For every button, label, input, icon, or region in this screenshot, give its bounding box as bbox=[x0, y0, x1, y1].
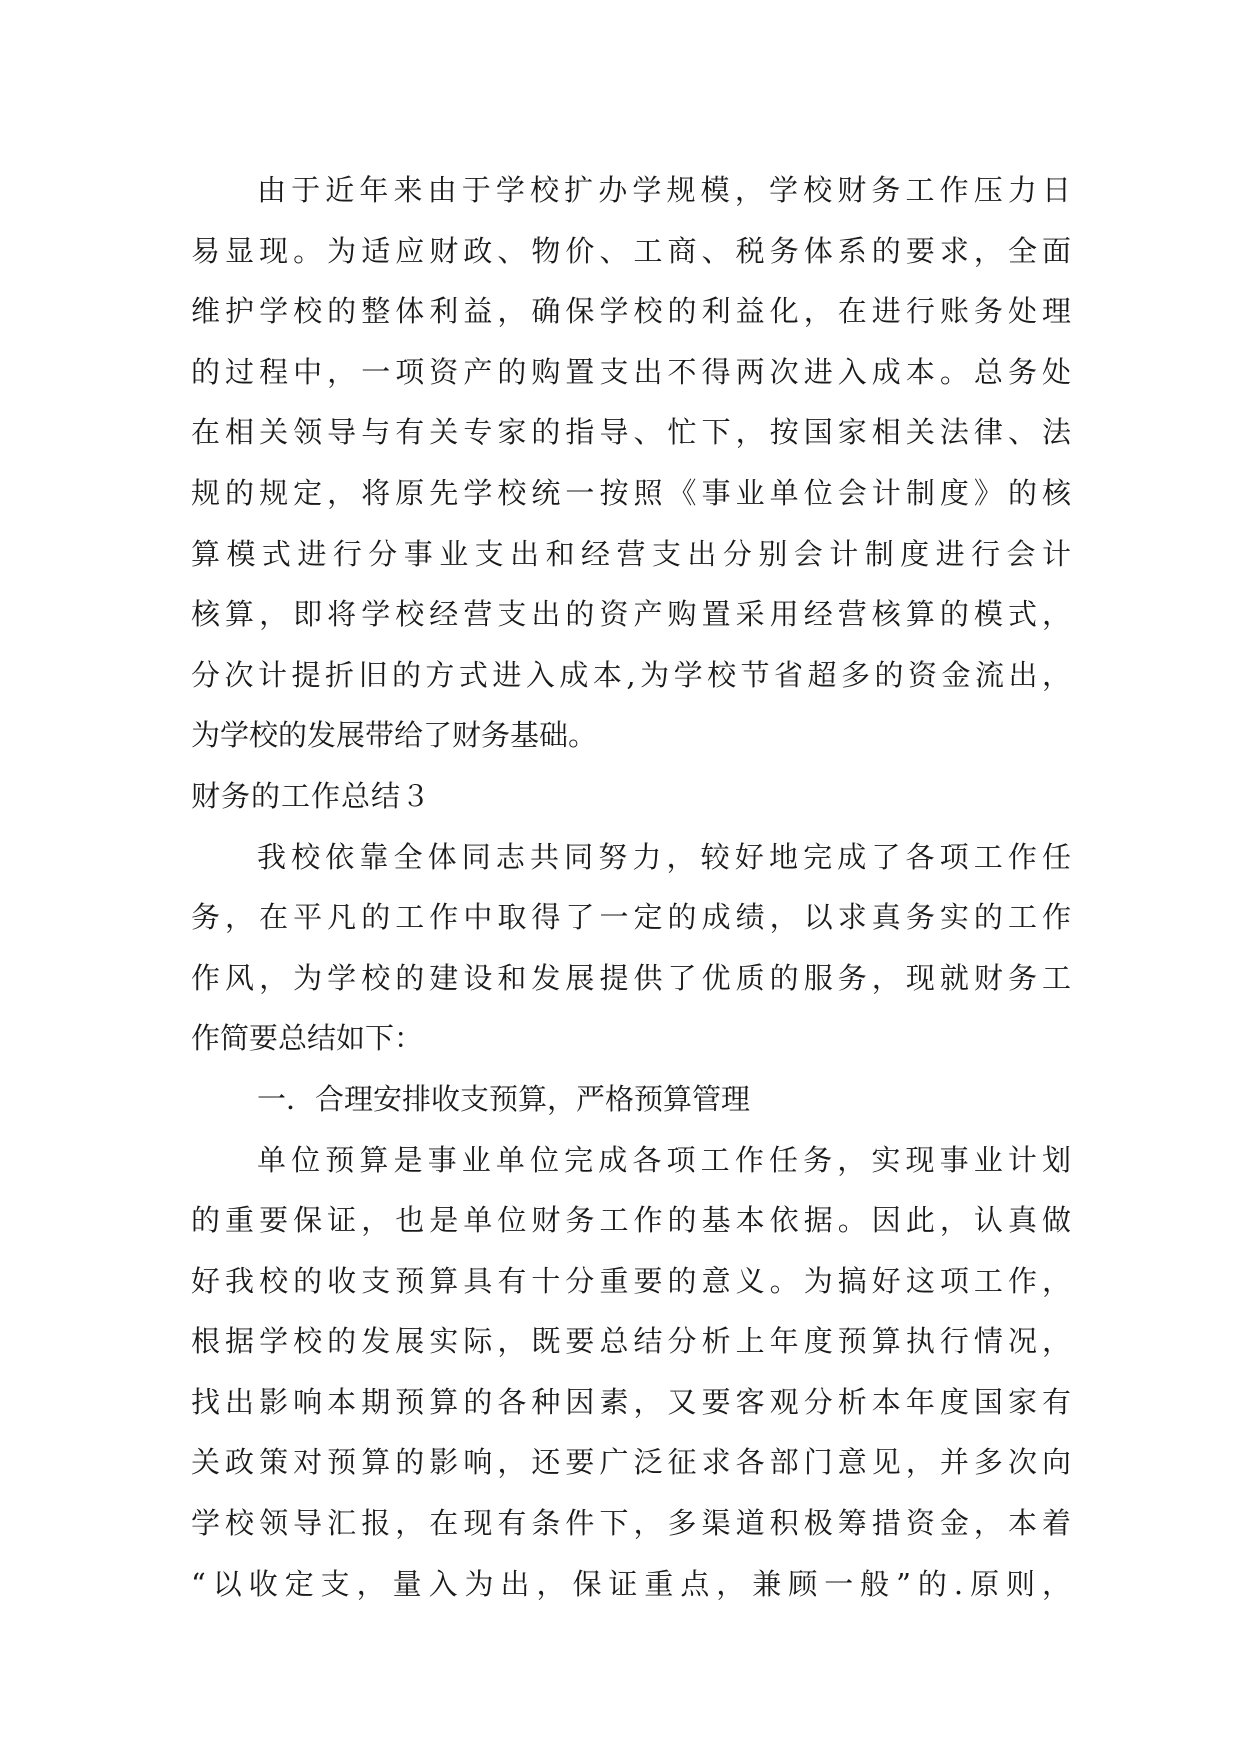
text-line: 务，在平凡的工作中取得了一定的成绩，以求真务实的工作 bbox=[191, 900, 1071, 935]
text-line: 单位预算是事业单位完成各项工作任务，实现事业计划 bbox=[257, 1142, 1071, 1177]
text-line: 的重要保证，也是单位财务工作的基本依据。因此，认真做 bbox=[191, 1203, 1071, 1238]
text-line: 找出影响本期预算的各种因素，又要客观分析本年度国家有 bbox=[191, 1384, 1071, 1419]
text-line: 为学校的发展带给了财务基础。 bbox=[191, 718, 598, 753]
text-line: 在相关领导与有关专家的指导、忙下，按国家相关法律、法 bbox=[191, 415, 1071, 450]
text-line: 维护学校的整体利益，确保学校的利益化，在进行账务处理 bbox=[191, 294, 1071, 329]
text-line: 作简要总结如下： bbox=[191, 1021, 424, 1056]
text-line: 关政策对预算的影响，还要广泛征求各部门意见，并多次向 bbox=[191, 1445, 1071, 1480]
text-line: 分次计提折旧的方式进入成本,为学校节省超多的资金流出， bbox=[191, 657, 1071, 692]
text-line: 我校依靠全体同志共同努力，较好地完成了各项工作任 bbox=[257, 839, 1071, 874]
subsection-heading: 一．合理安排收支预算，严格预算管理 bbox=[257, 1081, 751, 1116]
text-line: 作风，为学校的建设和发展提供了优质的服务，现就财务工 bbox=[191, 960, 1071, 995]
section-heading: 财务的工作总结３ bbox=[191, 778, 432, 813]
text-line: 学校领导汇报，在现有条件下，多渠道积极筹措资金，本着 bbox=[191, 1506, 1071, 1541]
text-line: 核算，即将学校经营支出的资产购置采用经营核算的模式， bbox=[191, 597, 1071, 632]
text-line: 的过程中，一项资产的购置支出不得两次进入成本。总务处 bbox=[191, 354, 1071, 389]
text-line: 根据学校的发展实际，既要总结分析上年度预算执行情况， bbox=[191, 1324, 1071, 1359]
text-line: 由于近年来由于学校扩办学规模，学校财务工作压力日 bbox=[257, 173, 1071, 207]
text-line: 易显现。为适应财政、物价、工商、税务体系的要求，全面 bbox=[191, 233, 1071, 268]
text-line: 规的规定，将原先学校统一按照《事业单位会计制度》的核 bbox=[191, 475, 1071, 510]
text-line: 好我校的收支预算具有十分重要的意义。为搞好这项工作， bbox=[191, 1263, 1071, 1298]
text-line: “以收定支，量入为出，保证重点，兼顾一般”的.原则， bbox=[191, 1566, 1071, 1601]
text-line: 算模式进行分事业支出和经营支出分别会计制度进行会计 bbox=[191, 536, 1071, 571]
document-body bbox=[191, 160, 1071, 1614]
